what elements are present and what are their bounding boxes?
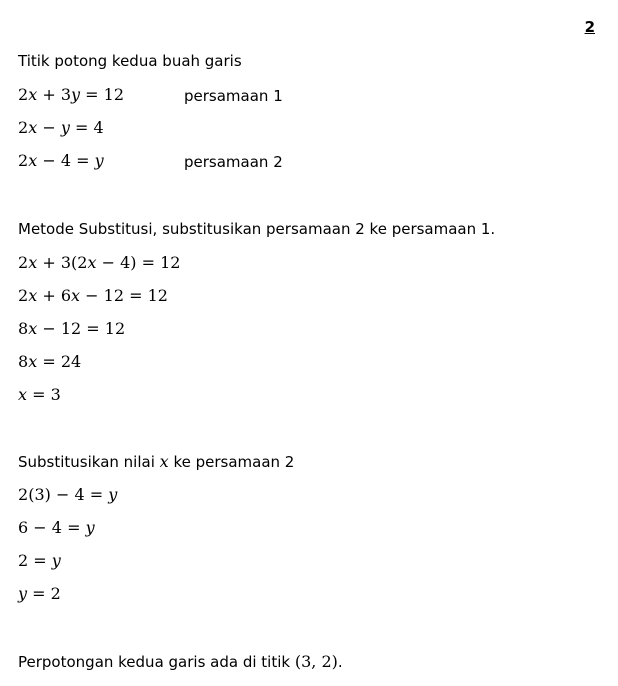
y-step-1: 2(3) − 4 = y [18,485,118,504]
equation-1-label: persamaan 1 [184,87,283,105]
y-step-2: 6 − 4 = y [18,518,95,537]
y-step-4: y = 2 [18,584,61,603]
substitute-text [18,452,294,471]
conclusion-point: (3, 2) [294,652,338,671]
page-number: 2 [584,18,595,36]
conclusion-end: . [337,653,343,671]
substitute-text-before: Substitusikan nilai [18,453,160,471]
conclusion-text-main: Perpotongan kedua garis ada di titik [18,653,295,671]
intro-text: Titik potong kedua buah garis [18,52,242,70]
equation-1: 2x + 3y = 12 [18,85,125,104]
substitution-step-4: 8x = 24 [18,352,82,371]
equation-2: 2x − y = 4 [18,118,104,137]
y-step-3: 2 = y [18,551,61,570]
substitute-text-var: x [159,452,169,471]
substitution-step-5: x = 3 [18,385,61,404]
substitution-step-1: 2x + 3(2x − 4) = 12 [18,253,181,272]
method-text: Metode Substitusi, substitusikan persamaan 2 ke persamaan 1. [18,220,496,238]
equation-3-label: persamaan 2 [184,153,283,171]
equation-3: 2x − 4 = y [18,151,104,170]
substitution-step-2: 2x + 6x − 12 = 12 [18,286,168,305]
conclusion-text [18,652,343,671]
substitute-text-after: ke persamaan 2 [168,453,295,471]
substitution-step-3: 8x − 12 = 12 [18,319,126,338]
